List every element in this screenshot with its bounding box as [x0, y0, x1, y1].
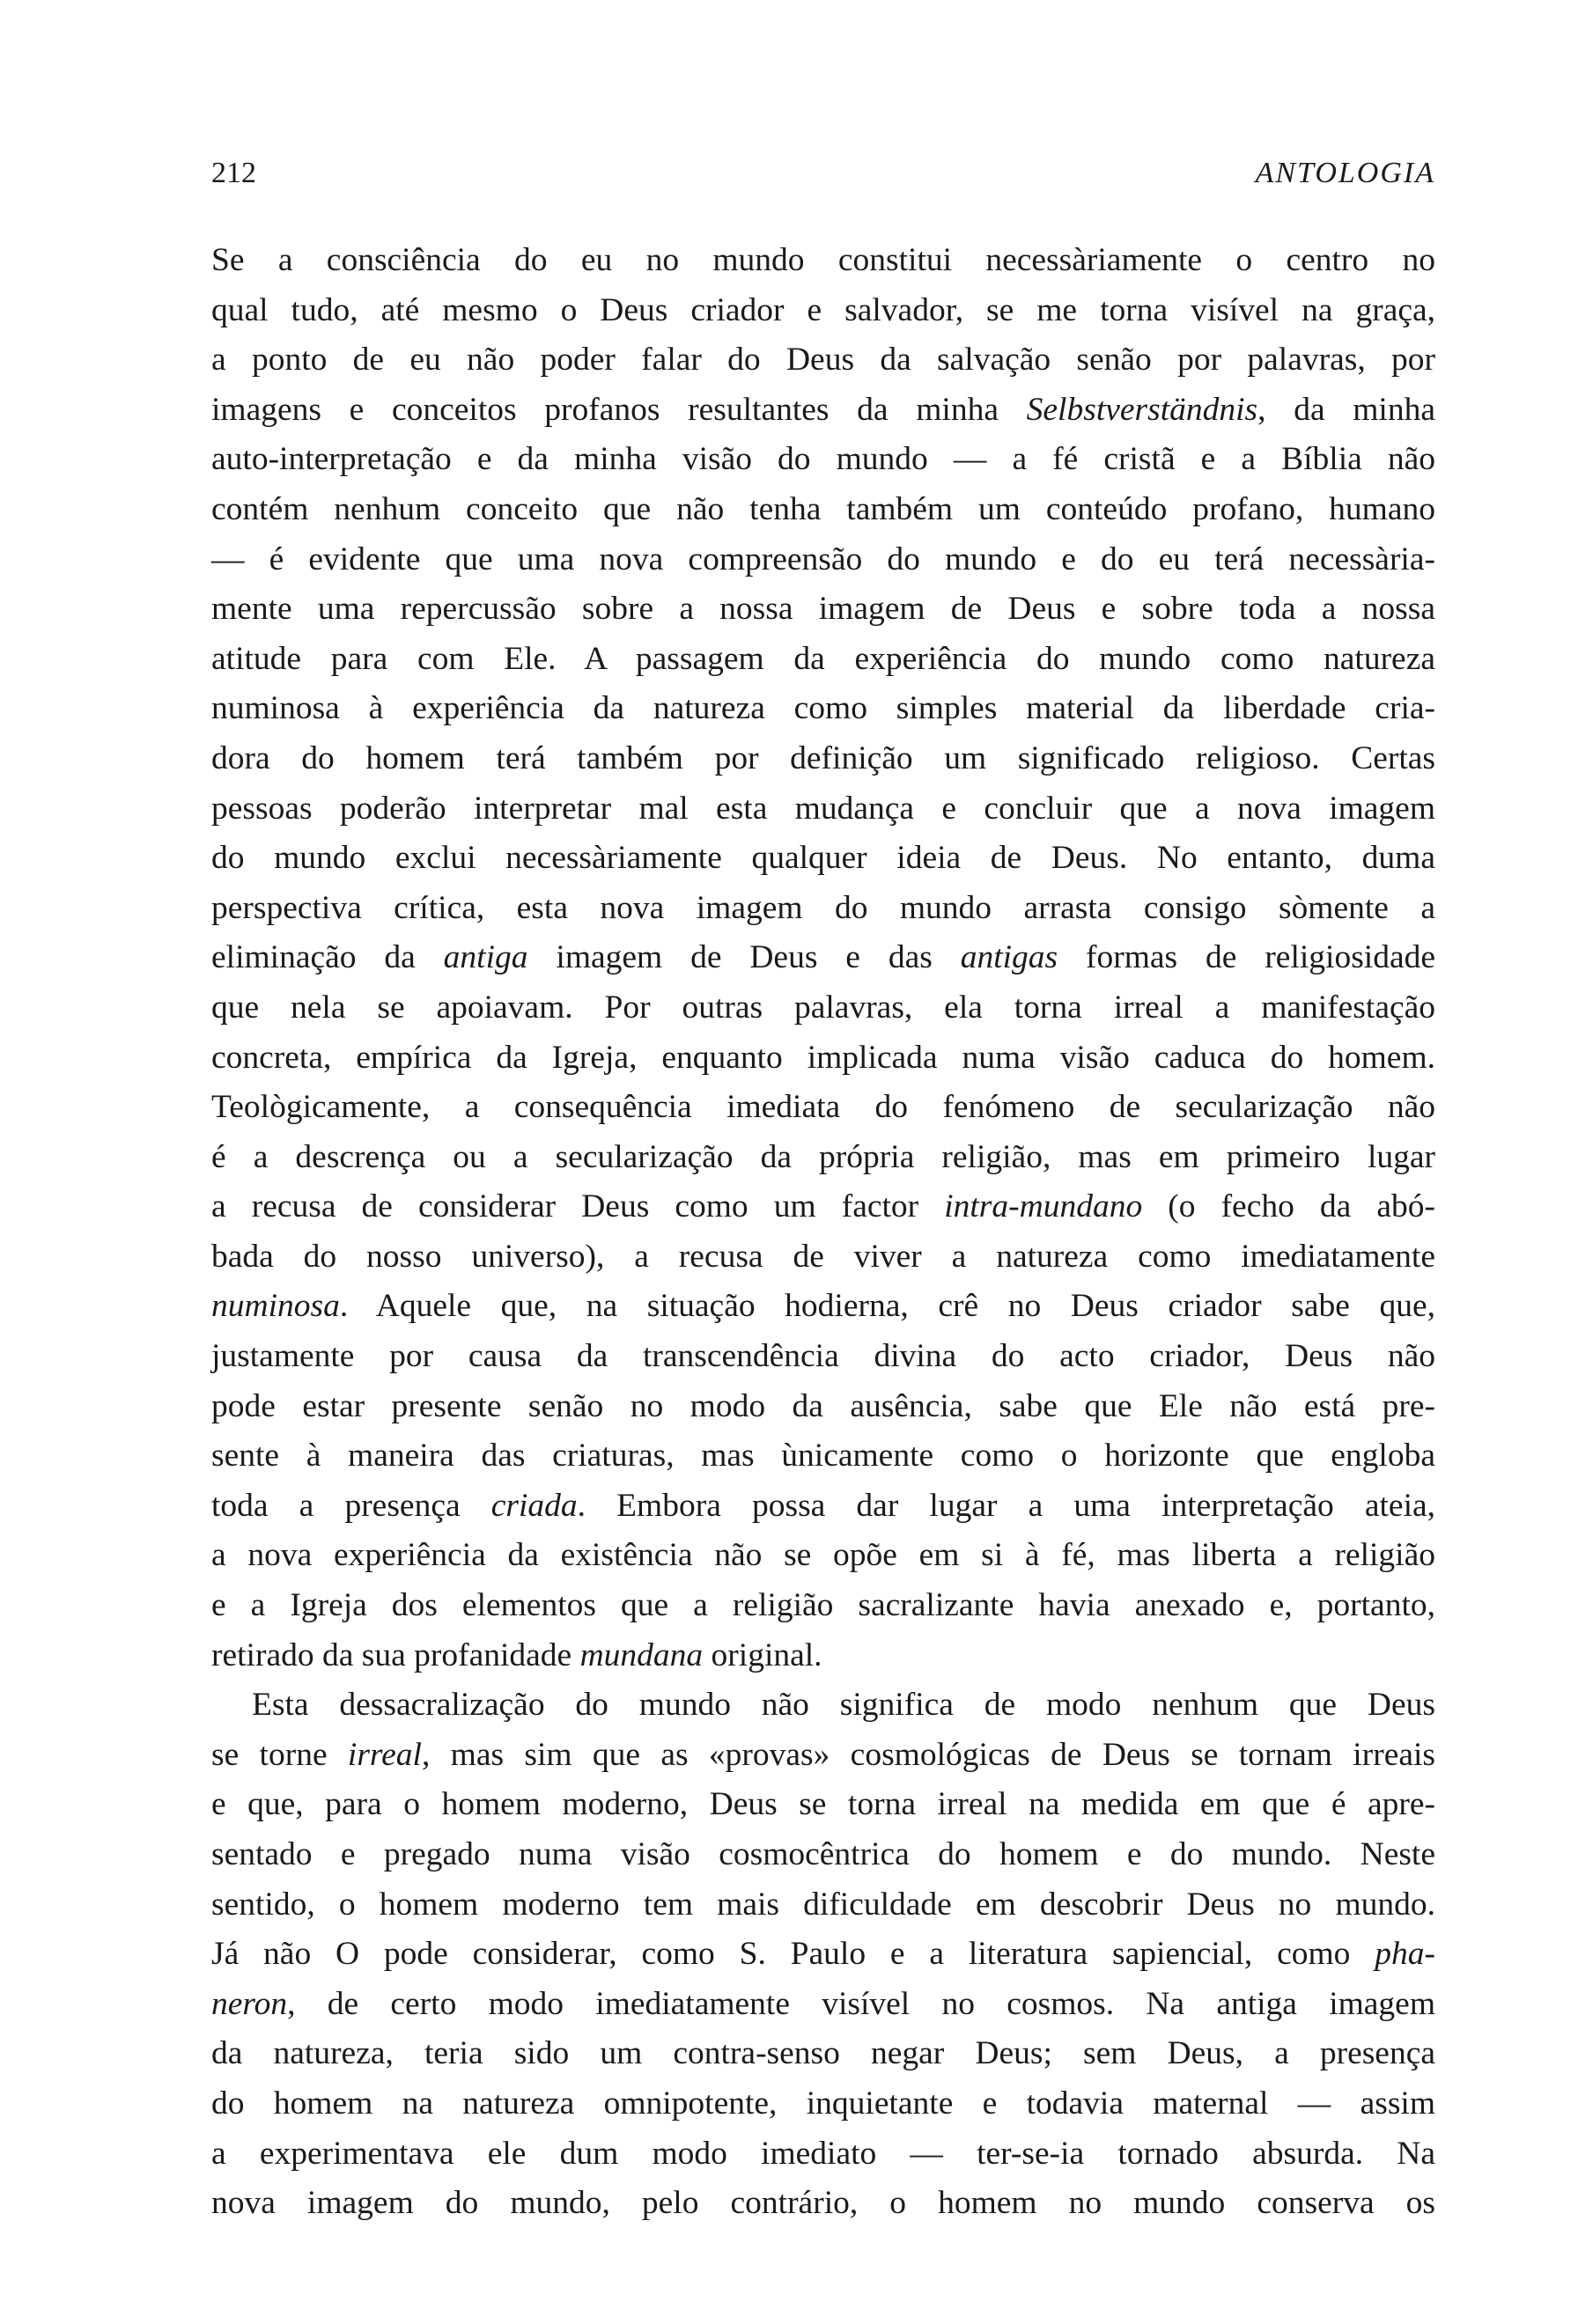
text-segment: sentado e pregado numa visão cosmocêntrica do homem e do mundo. Neste [211, 1836, 1435, 1872]
text-segment: , de certo modo imediatamente visível no cosmos. Na antiga imagem [287, 1985, 1435, 2022]
text-line [211, 1731, 1435, 1781]
text-line [211, 1830, 1435, 1880]
text-segment: formas de religiosidade [1058, 939, 1436, 976]
text-line [211, 734, 1435, 784]
text-segment: imagem de Deus e das [527, 939, 961, 976]
text-segment: Se a consciência do eu no mundo constitui necessàriamente o centro no [211, 242, 1435, 278]
text-segment: mente uma repercussão sobre a nossa imagem de Deus e sobre toda a nossa [211, 591, 1435, 628]
text-segment: nova imagem do mundo, pelo contrário, o homem no mundo conserva os [211, 2185, 1435, 2222]
text-line [211, 983, 1435, 1033]
page-number: 212 [211, 157, 256, 189]
text-segment: pessoas poderão interpretar mal esta mudança e concluir que a nova imagem [211, 790, 1435, 827]
text-line [211, 1282, 1435, 1332]
text-segment: numinosa à experiência da natureza como simples material da liberdade cria- [211, 690, 1435, 727]
text-segment: eliminação da [211, 939, 444, 976]
italic-term: pha- [1375, 1936, 1435, 1973]
text-segment: qual tudo, até mesmo o Deus criador e salvador, se me torna visível na graça, [211, 291, 1435, 328]
text-segment: , mas sim que as «provas» cosmológicas de Deus se tornam irreais [421, 1736, 1435, 1773]
text-line [211, 585, 1435, 635]
text-line [211, 236, 1435, 286]
text-segment: do mundo exclui necessàriamente qualquer ideia de Deus. No entanto, duma [211, 840, 1435, 877]
text-line [211, 1680, 1435, 1731]
text-segment: é a descrença ou a secularização da própria religião, mas em primeiro lugar [211, 1138, 1435, 1175]
text-segment: pode estar presente senão no modo da ausência, sabe que Ele não está pre- [211, 1387, 1435, 1424]
text-segment: a experimentava ele dum modo imediato — ter-se-ia tornado absurda. Na [211, 2135, 1435, 2172]
italic-term: antiga [443, 939, 528, 976]
text-segment: do homem na natureza omnipotente, inquietante e todavia maternal — assim [211, 2085, 1435, 2122]
text-line [211, 884, 1435, 934]
italic-term: criada [490, 1487, 578, 1524]
text-segment: imagens e conceitos profanos resultantes da minha [211, 391, 1027, 428]
text-segment: perspectiva crítica, esta nova imagem do mundo arrasta consigo sòmente a [211, 889, 1435, 926]
running-title: ANTOLOGIA [1255, 157, 1435, 189]
text-line [211, 535, 1435, 585]
text-segment: sente à maneira das criaturas, mas ùnicamente como o horizonte que engloba [211, 1438, 1435, 1475]
text-segment: atitude para com Ele. A passagem da experiência do mundo como natureza [211, 640, 1435, 677]
italic-term: Selbstverständnis [1026, 391, 1258, 428]
text-line [211, 1482, 1435, 1532]
text-segment: Esta dessacralização do mundo não significa de modo nenhum que Deus [252, 1687, 1435, 1724]
text-line [211, 1780, 1435, 1830]
text-line [211, 435, 1435, 485]
text-segment: a nova experiência da existência não se opõe em si à fé, mas liberta a religião [211, 1537, 1435, 1574]
italic-term: irreal [347, 1736, 422, 1773]
text-line [211, 635, 1435, 685]
text-segment: que nela se apoiavam. Por outras palavras, ela torna irreal a manifestação [211, 989, 1435, 1026]
text-segment: (o fecho da abó- [1142, 1188, 1435, 1225]
text-segment: concreta, empírica da Igreja, enquanto implicada numa visão caduca do homem. [211, 1039, 1435, 1076]
italic-term: numinosa [211, 1288, 340, 1325]
italic-term: intra-mundano [944, 1188, 1143, 1225]
text-segment: da natureza, teria sido um contra-senso negar Deus; sem Deus, a presença [211, 2035, 1435, 2072]
text-segment: bada do nosso universo), a recusa de viver a natureza como imediatamente [211, 1238, 1435, 1275]
text-line [211, 2179, 1435, 2229]
text-line [211, 485, 1435, 535]
text-segment: , da minha [1257, 391, 1435, 428]
text-line [211, 335, 1435, 386]
italic-term: neron [211, 1985, 288, 2022]
text-line [211, 1581, 1435, 1631]
text-line [211, 1531, 1435, 1581]
text-segment: retirado da sua profanidade [211, 1636, 580, 1673]
text-segment: sentido, o homem moderno tem mais dificuldade em descobrir Deus no mundo. [211, 1886, 1435, 1923]
text-line [211, 1033, 1435, 1084]
text-segment: toda a presença [211, 1487, 491, 1524]
italic-term: mundana [579, 1636, 704, 1673]
text-segment: . Embora possa dar lugar a uma interpretação ateia, [577, 1487, 1436, 1524]
text-segment: a recusa de considerar Deus como um factor [211, 1188, 945, 1225]
text-line [211, 2079, 1435, 2129]
text-segment: se torne [211, 1736, 348, 1773]
body-text [211, 236, 1435, 2229]
text-segment: — é evidente que uma nova compreensão do mundo e do eu terá necessària- [211, 541, 1435, 577]
text-line [211, 1631, 1435, 1681]
text-line [211, 1382, 1435, 1432]
text-segment: dora do homem terá também por definição um significado religioso. Certas [211, 739, 1435, 776]
text-segment: e a Igreja dos elementos que a religião sacralizante havia anexado e, portanto, [211, 1587, 1435, 1624]
text-line [211, 1232, 1435, 1283]
text-segment: a ponto de eu não poder falar do Deus da salvação senão por palavras, por [211, 342, 1435, 379]
text-line [211, 1930, 1435, 1980]
text-line [211, 286, 1435, 336]
text-line [211, 2029, 1435, 2079]
text-segment: auto-interpretação e da minha visão do mundo — a fé cristã e a Bíblia não [211, 441, 1435, 478]
text-line [211, 684, 1435, 734]
text-line [211, 933, 1435, 983]
text-line [211, 1083, 1435, 1133]
text-line [211, 2129, 1435, 2180]
text-line [211, 1431, 1435, 1482]
text-line [211, 1133, 1435, 1183]
text-line [211, 1182, 1435, 1232]
text-line [211, 784, 1435, 835]
text-segment: . Aquele que, na situação hodierna, crê no Deus criador sabe que, [339, 1288, 1435, 1325]
text-segment: Teològicamente, a consequência imediata do fenómeno de secularização não [211, 1089, 1435, 1126]
text-line [211, 1980, 1435, 2030]
text-line [211, 1880, 1435, 1931]
text-segment: e que, para o homem moderno, Deus se torna irreal na medida em que é apre- [211, 1786, 1435, 1823]
page-header [211, 157, 1435, 201]
text-segment: original. [703, 1636, 822, 1673]
text-segment: contém nenhum conceito que não tenha também um conteúdo profano, humano [211, 490, 1435, 527]
text-line [211, 1332, 1435, 1382]
text-segment: justamente por causa da transcendência divina do acto criador, Deus não [211, 1338, 1435, 1375]
text-line [211, 834, 1435, 884]
italic-term: antigas [960, 939, 1058, 976]
text-segment: Já não O pode considerar, como S. Paulo e a literatura sapiencial, como [211, 1936, 1375, 1973]
text-line [211, 386, 1435, 436]
